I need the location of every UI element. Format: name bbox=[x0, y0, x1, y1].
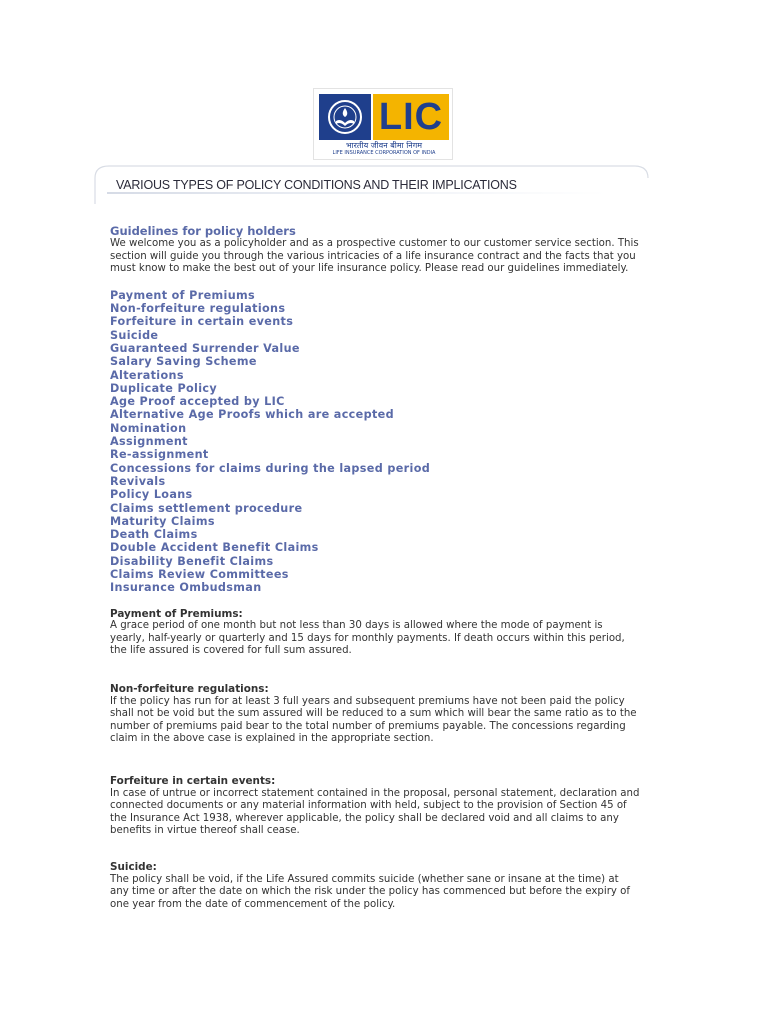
lamp-hands-icon bbox=[327, 99, 363, 135]
main-content bbox=[110, 224, 640, 911]
toc-link[interactable]: Death Claims bbox=[110, 528, 198, 542]
toc-link[interactable]: Salary Saving Scheme bbox=[110, 355, 257, 369]
guidelines-intro: We welcome you as a policyholder and as a prospective customer to our customer service section. This section will guide you through the various intricacies of a life insurance contract and the facts that you must know to make the best out of your life insurance policy. Please read our guidelines immediately. bbox=[110, 238, 639, 275]
toc-link[interactable]: Alterations bbox=[110, 368, 184, 382]
toc-link[interactable]: Forfeiture in certain events bbox=[110, 315, 294, 329]
table-of-contents bbox=[110, 289, 640, 595]
section-heading: Payment of Premiums: bbox=[110, 607, 243, 620]
lic-logo bbox=[313, 88, 453, 160]
toc-link[interactable]: Insurance Ombudsman bbox=[110, 581, 262, 595]
toc-link[interactable]: Double Accident Benefit Claims bbox=[110, 541, 319, 555]
section-body: The policy shall be void, if the Life Assured commits suicide (whether sane or insane at the time) at any time or after the date on which the risk under the policy has commenced but before the expiry of one year from the date of commencement of the policy. bbox=[110, 873, 630, 910]
toc-link[interactable]: Re-assignment bbox=[110, 448, 209, 462]
toc-link[interactable]: Payment of Premiums bbox=[110, 288, 256, 302]
lic-wordmark: LIC bbox=[378, 96, 444, 138]
lic-hindi-name: भारतीय जीवन बीमा निगम bbox=[345, 141, 423, 150]
toc-link[interactable]: Maturity Claims bbox=[110, 514, 215, 528]
toc-link[interactable]: Nomination bbox=[110, 421, 187, 435]
section-body: If the policy has run for at least 3 full years and subsequent premiums have not been paid the policy shall not be void but the sum assured will be reduced to a sum which will bear the same ratio as to the number of premiums paid bear to the total number of premiums payable. The concessions regarding claim in the above case is explained in the appropriate section. bbox=[110, 695, 637, 745]
toc-link[interactable]: Guaranteed Surrender Value bbox=[110, 341, 300, 355]
toc-link[interactable]: Duplicate Policy bbox=[110, 381, 218, 395]
section-non-forfeiture bbox=[110, 683, 640, 746]
toc-link[interactable]: Assignment bbox=[110, 435, 188, 449]
section-suicide bbox=[110, 861, 640, 911]
lic-wordmark-block bbox=[373, 94, 449, 140]
section-payment-of-premiums bbox=[110, 608, 640, 658]
toc-link[interactable]: Suicide bbox=[110, 328, 159, 342]
toc-link[interactable]: Alternative Age Proofs which are accepted bbox=[110, 408, 394, 422]
toc-link[interactable]: Policy Loans bbox=[110, 488, 193, 502]
toc-link[interactable]: Revivals bbox=[110, 474, 166, 488]
toc-link[interactable]: Concessions for claims during the lapsed period bbox=[110, 461, 431, 475]
section-heading: Non-forfeiture regulations: bbox=[110, 682, 269, 695]
guidelines-heading: Guidelines for policy holders bbox=[110, 224, 296, 238]
lic-english-name: LIFE INSURANCE CORPORATION OF INDIA bbox=[332, 150, 436, 156]
section-body: In case of untrue or incorrect statement contained in the proposal, personal statement, declaration and connected documents or any material information with held, subject to the provision of Section 45 of the Insurance Act 1938, wherever applicable, the policy shall be declared void and all claims to any benefits in virtue thereof shall cease. bbox=[110, 787, 640, 837]
toc-link[interactable]: Age Proof accepted by LIC bbox=[110, 395, 285, 409]
section-body: A grace period of one month but not less than 30 days is allowed where the mode of payment is yearly, half-yearly or quarterly and 15 days for monthly payments. If death occurs within this period, the life assured is covered for full sum assured. bbox=[110, 620, 625, 657]
toc-link[interactable]: Non-forfeiture regulations bbox=[110, 302, 286, 316]
toc-link[interactable]: Claims settlement procedure bbox=[110, 501, 303, 515]
section-heading: Forfeiture in certain events: bbox=[110, 774, 276, 787]
toc-link[interactable]: Claims Review Committees bbox=[110, 568, 289, 582]
lic-emblem bbox=[319, 94, 371, 140]
toc-link[interactable]: Disability Benefit Claims bbox=[110, 554, 274, 568]
page-title: VARIOUS TYPES OF POLICY CONDITIONS AND THEIR IMPLICATIONS bbox=[116, 178, 517, 192]
section-forfeiture bbox=[110, 775, 640, 838]
section-heading: Suicide: bbox=[110, 860, 157, 873]
